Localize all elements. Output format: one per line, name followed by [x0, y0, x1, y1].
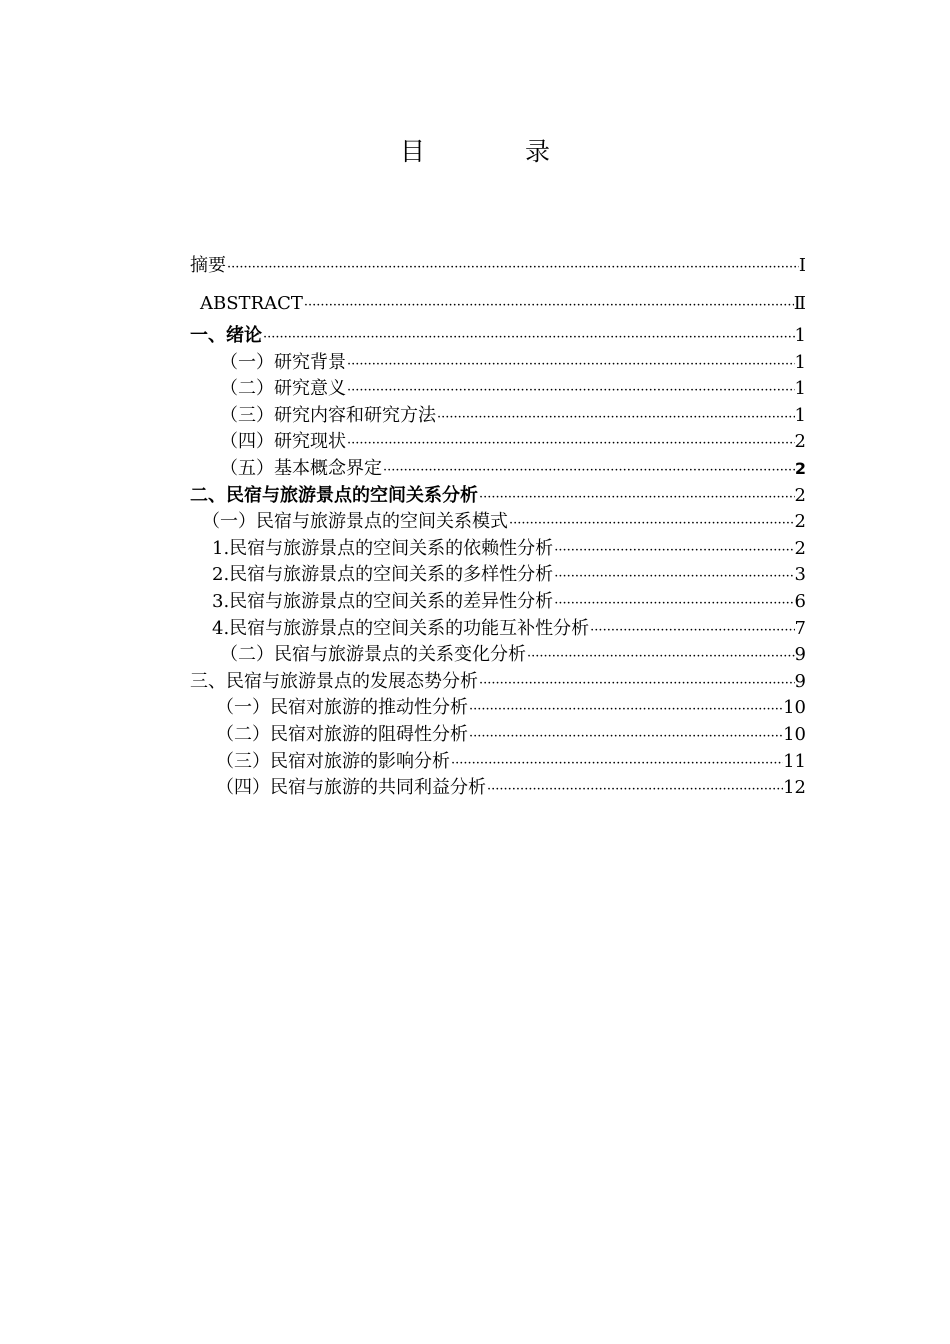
toc-entry-label: 一、绪论 [190, 325, 262, 346]
toc-entry-page-number: Ⅱ [793, 293, 806, 314]
dot-leader [589, 619, 794, 644]
toc-entry[interactable] [190, 404, 806, 431]
dot-leader [526, 645, 795, 670]
dot-leader [468, 725, 783, 750]
toc-entry[interactable] [190, 617, 806, 644]
dot-leader [346, 353, 795, 378]
dot-leader [382, 459, 795, 484]
toc-entry-page-number: 9 [794, 644, 806, 666]
toc-entry-page-number: 9 [794, 670, 806, 692]
toc-entry-label: （五）基本概念界定 [220, 457, 382, 479]
toc-entry-label: （一）民宿对旅游的推动性分析 [216, 697, 468, 719]
toc-entry[interactable] [190, 484, 806, 511]
dot-leader [262, 326, 795, 351]
dot-leader [478, 486, 795, 511]
toc-entry-page-number: 1 [794, 378, 806, 400]
toc-entry-label: 二、民宿与旅游景点的空间关系分析 [190, 484, 478, 506]
toc-entry-label: ABSTRACT [200, 293, 303, 314]
toc-entry[interactable] [190, 351, 806, 378]
toc-entry[interactable] [190, 750, 806, 777]
dot-leader [478, 672, 795, 697]
toc-entry-page-number: 2 [794, 537, 806, 559]
toc-entry-label: 三、民宿与旅游景点的发展态势分析 [190, 670, 478, 692]
toc-entry-page-number: 12 [783, 777, 806, 799]
dot-leader [486, 778, 783, 803]
toc-entry-page-number: 6 [794, 590, 806, 612]
toc-entry[interactable] [190, 457, 806, 484]
toc-entry-label: （三）民宿对旅游的影响分析 [216, 750, 450, 772]
toc-entry-page-number: 3 [794, 564, 806, 586]
toc-entry[interactable] [190, 643, 806, 670]
toc-entry[interactable] [190, 670, 806, 697]
toc-entry-label: （二）民宿对旅游的阻碍性分析 [216, 723, 468, 745]
toc-entry-page-number: 10 [783, 697, 806, 719]
toc-entry[interactable] [190, 248, 806, 286]
toc-entry[interactable] [190, 286, 806, 324]
toc-entry-page-number: 1 [794, 325, 806, 346]
toc-entry-label: （一）民宿与旅游景点的空间关系模式 [202, 511, 508, 533]
toc-entry-page-number: 1 [794, 404, 806, 426]
toc-entry-page-number: 11 [783, 750, 806, 772]
toc-entry[interactable] [190, 537, 806, 564]
toc-entry[interactable] [190, 510, 806, 537]
toc-entry-label: （二）研究意义 [220, 378, 346, 400]
toc-entry-label: （一）研究背景 [220, 351, 346, 373]
table-of-contents [190, 248, 806, 803]
toc-entry-page-number: 1 [794, 351, 806, 373]
dot-leader [226, 250, 799, 286]
toc-entry[interactable] [190, 723, 806, 750]
dot-leader [303, 288, 794, 324]
dot-leader [346, 432, 795, 457]
dot-leader [553, 539, 794, 564]
toc-entry-label: 2.民宿与旅游景点的空间关系的多样性分析 [212, 564, 554, 586]
toc-entry-page-number: 2 [794, 511, 806, 533]
toc-entry-page-number: 2 [794, 431, 806, 453]
dot-leader [468, 698, 783, 723]
toc-entry-page-number: 7 [794, 617, 806, 639]
toc-entry-page-number: 10 [783, 723, 806, 745]
toc-entry-label: 1.民宿与旅游景点的空间关系的依赖性分析 [212, 537, 554, 559]
toc-entry-label: （四）研究现状 [220, 431, 346, 453]
dot-leader [553, 592, 794, 617]
toc-entry-label: （四）民宿与旅游的共同利益分析 [216, 777, 486, 799]
toc-entry-label: 摘要 [190, 255, 226, 276]
toc-entry-label: 4.民宿与旅游景点的空间关系的功能互补性分析 [212, 617, 590, 639]
page-title: 目 录 [400, 137, 596, 166]
toc-entry-label: （三）研究内容和研究方法 [220, 404, 436, 426]
toc-entry-label: 3.民宿与旅游景点的空间关系的差异性分析 [212, 590, 554, 612]
toc-entry[interactable] [190, 563, 806, 590]
toc-entry-page-number: 2 [794, 484, 806, 506]
dot-leader [436, 406, 795, 431]
toc-entry-page-number: Ⅰ [798, 255, 806, 276]
dot-leader [553, 565, 794, 590]
toc-entry-page-number: 2 [794, 458, 806, 478]
toc-entry[interactable] [190, 430, 806, 457]
toc-entry-label: （二）民宿与旅游景点的关系变化分析 [220, 644, 526, 666]
dot-leader [508, 512, 795, 537]
toc-entry[interactable] [190, 696, 806, 723]
dot-leader [450, 752, 783, 777]
toc-entry[interactable] [190, 377, 806, 404]
toc-entry[interactable] [190, 590, 806, 617]
toc-entry[interactable] [190, 776, 806, 803]
toc-entry[interactable] [190, 324, 806, 351]
dot-leader [346, 379, 795, 404]
